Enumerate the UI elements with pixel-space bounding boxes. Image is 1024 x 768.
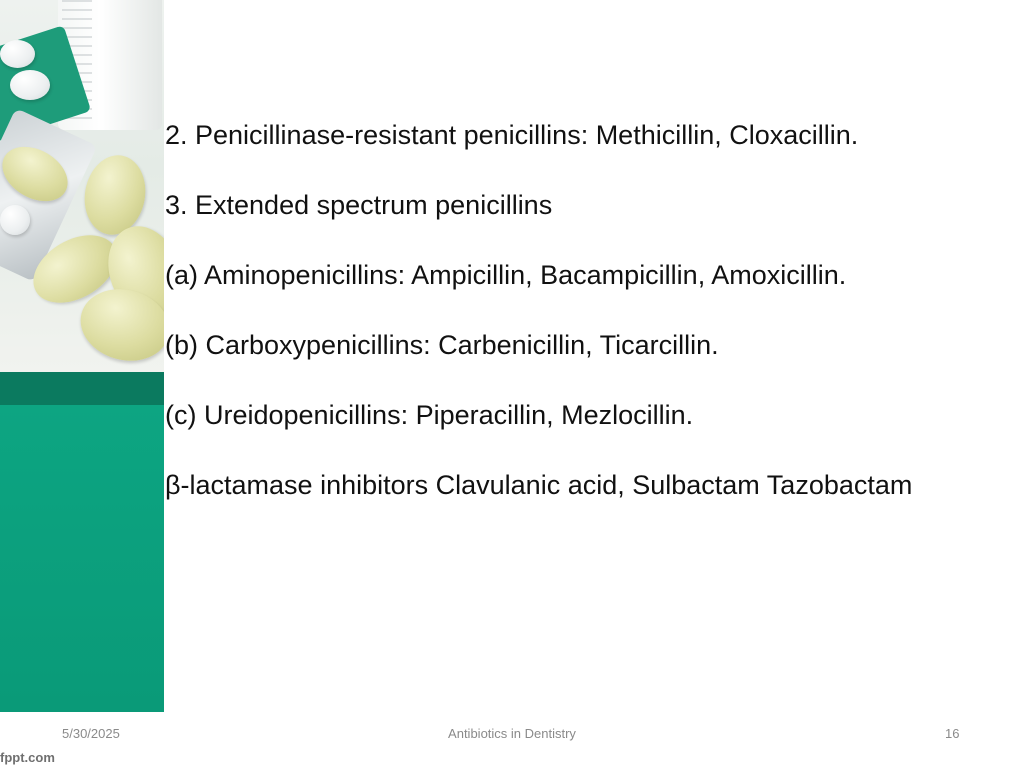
content-line-ureidopenicillins: (c) Ureidopenicillins: Piperacillin, Mezlocillin. — [165, 400, 694, 430]
content-line-aminopenicillins: (a) Aminopenicillins: Ampicillin, Bacampicillin, Amoxicillin. — [165, 260, 847, 290]
accent-band — [0, 372, 164, 405]
accent-panel — [0, 405, 164, 712]
pills-photo — [0, 0, 164, 372]
page-number: 16 — [945, 726, 960, 741]
content-line-beta-lactamase-inhibitors: β-lactamase inhibitors Clavulanic acid, Sulbactam Tazobactam — [165, 470, 913, 500]
content-line-extended-spectrum: 3. Extended spectrum penicillins — [165, 190, 553, 220]
pill — [0, 205, 30, 235]
slide-content — [165, 118, 1020, 538]
pill — [10, 70, 50, 100]
pill — [0, 40, 35, 68]
footer-date: 5/30/2025 — [62, 726, 120, 741]
content-line-penicillinase-resistant: 2. Penicillinase-resistant penicillins: Methicillin, Cloxacillin. — [165, 120, 859, 150]
content-line-carboxypenicillins: (b) Carboxypenicillins: Carbenicillin, Ticarcillin. — [165, 330, 719, 360]
brand-logo: fppt.com — [0, 750, 55, 765]
footer-title: Antibiotics in Dentistry — [448, 726, 576, 741]
